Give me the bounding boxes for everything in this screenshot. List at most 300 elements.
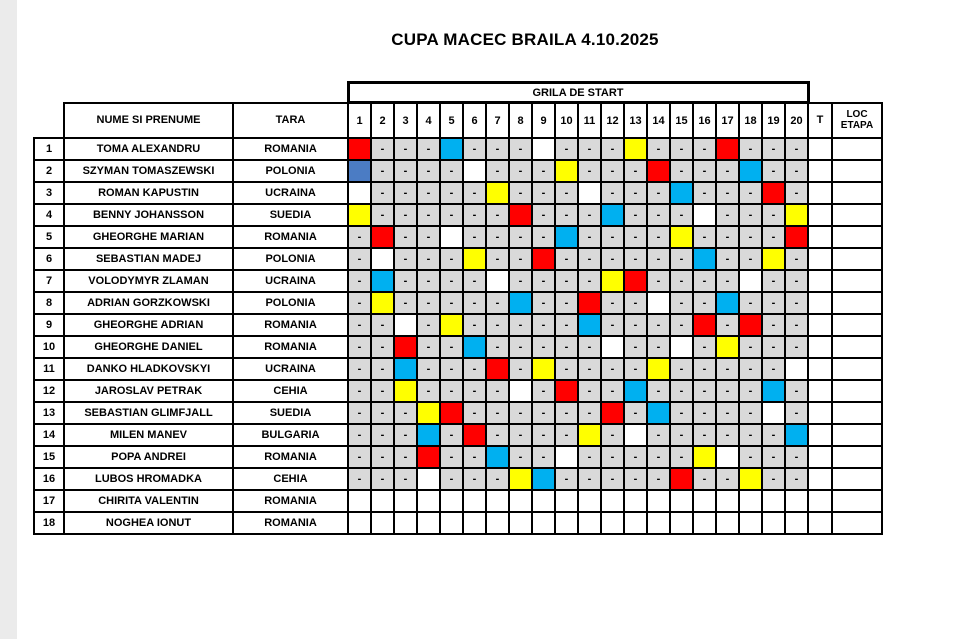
heat-cell-5 bbox=[440, 512, 463, 534]
total-cell bbox=[808, 468, 832, 490]
heat-cell-2: - bbox=[371, 160, 394, 182]
heat-cell-20 bbox=[785, 204, 808, 226]
heat-cell-13: - bbox=[624, 402, 647, 424]
heat-cell-5 bbox=[440, 402, 463, 424]
heat-cell-12: - bbox=[601, 138, 624, 160]
heat-cell-19: - bbox=[762, 226, 785, 248]
heat-cell-8: - bbox=[509, 160, 532, 182]
heat-cell-3: - bbox=[394, 182, 417, 204]
heat-cell-5: - bbox=[440, 468, 463, 490]
heat-cell-18: - bbox=[739, 248, 762, 270]
heat-cell-16: - bbox=[693, 160, 716, 182]
heat-cell-16: - bbox=[693, 468, 716, 490]
heat-cell-14: - bbox=[647, 248, 670, 270]
heat-cell-12: - bbox=[601, 248, 624, 270]
heat-cell-2: - bbox=[371, 446, 394, 468]
rider-row-3 bbox=[34, 182, 882, 204]
total-cell bbox=[808, 270, 832, 292]
heat-cell-1: - bbox=[348, 402, 371, 424]
heat-cell-5: - bbox=[440, 204, 463, 226]
heat-cell-20 bbox=[785, 226, 808, 248]
heat-cell-19: - bbox=[762, 204, 785, 226]
heat-cell-4: - bbox=[417, 204, 440, 226]
heat-cell-1 bbox=[348, 182, 371, 204]
col-header-heat-5: 5 bbox=[440, 103, 463, 139]
loc-etapa-cell bbox=[832, 314, 882, 336]
heat-cell-12: - bbox=[601, 314, 624, 336]
heat-cell-18: - bbox=[739, 358, 762, 380]
heat-cell-14: - bbox=[647, 336, 670, 358]
heat-cell-6: - bbox=[463, 314, 486, 336]
col-header-heat-1: 1 bbox=[348, 103, 371, 139]
rider-country: BULGARIA bbox=[233, 424, 348, 446]
total-cell bbox=[808, 336, 832, 358]
heat-cell-18: - bbox=[739, 424, 762, 446]
heat-cell-2 bbox=[371, 248, 394, 270]
heat-cell-12 bbox=[601, 204, 624, 226]
heat-cell-18 bbox=[739, 270, 762, 292]
heat-cell-4: - bbox=[417, 380, 440, 402]
heat-cell-16: - bbox=[693, 226, 716, 248]
heat-cell-10 bbox=[555, 160, 578, 182]
heat-cell-14: - bbox=[647, 424, 670, 446]
heat-cell-3 bbox=[394, 358, 417, 380]
loc-etapa-cell bbox=[832, 270, 882, 292]
heat-cell-3: - bbox=[394, 468, 417, 490]
heat-cell-1: - bbox=[348, 380, 371, 402]
heat-cell-20: - bbox=[785, 314, 808, 336]
heat-cell-20: - bbox=[785, 248, 808, 270]
heat-cell-9: - bbox=[532, 424, 555, 446]
rider-name: NOGHEA IONUT bbox=[64, 512, 233, 534]
heat-cell-13 bbox=[624, 424, 647, 446]
heat-cell-14 bbox=[647, 512, 670, 534]
heat-cell-10: - bbox=[555, 314, 578, 336]
heat-cell-6 bbox=[463, 512, 486, 534]
heat-cell-18 bbox=[739, 490, 762, 512]
heat-cell-7 bbox=[486, 270, 509, 292]
heat-cell-14: - bbox=[647, 270, 670, 292]
heat-cell-17 bbox=[716, 490, 739, 512]
col-header-heat-12: 12 bbox=[601, 103, 624, 139]
heat-cell-10: - bbox=[555, 270, 578, 292]
heat-cell-13 bbox=[624, 512, 647, 534]
heat-cell-5 bbox=[440, 138, 463, 160]
heat-cell-18: - bbox=[739, 402, 762, 424]
heat-cell-2 bbox=[371, 270, 394, 292]
rider-name: GHEORGHE ADRIAN bbox=[64, 314, 233, 336]
total-cell bbox=[808, 204, 832, 226]
heat-cell-13: - bbox=[624, 160, 647, 182]
heat-cell-3: - bbox=[394, 204, 417, 226]
heat-cell-2: - bbox=[371, 402, 394, 424]
rider-row-18 bbox=[34, 512, 882, 534]
heat-cell-1 bbox=[348, 490, 371, 512]
heat-cell-8: - bbox=[509, 314, 532, 336]
heat-cell-2: - bbox=[371, 424, 394, 446]
heat-cell-3 bbox=[394, 380, 417, 402]
heat-cell-13: - bbox=[624, 182, 647, 204]
heat-cell-14 bbox=[647, 490, 670, 512]
heat-cell-7: - bbox=[486, 314, 509, 336]
heat-cell-1: - bbox=[348, 270, 371, 292]
row-number: 2 bbox=[34, 160, 64, 182]
heat-cell-10: - bbox=[555, 292, 578, 314]
col-header-heat-7: 7 bbox=[486, 103, 509, 139]
loc-etapa-cell bbox=[832, 402, 882, 424]
heat-cell-13 bbox=[624, 138, 647, 160]
heat-cell-6 bbox=[463, 160, 486, 182]
heat-cell-19 bbox=[762, 182, 785, 204]
heat-cell-5 bbox=[440, 490, 463, 512]
heat-cell-8: - bbox=[509, 248, 532, 270]
heat-cell-15 bbox=[670, 468, 693, 490]
heat-cell-6: - bbox=[463, 270, 486, 292]
loc-etapa-cell bbox=[832, 358, 882, 380]
heat-cell-15: - bbox=[670, 204, 693, 226]
heat-cell-5: - bbox=[440, 424, 463, 446]
rider-name: BENNY JOHANSSON bbox=[64, 204, 233, 226]
rider-name: SZYMAN TOMASZEWSKI bbox=[64, 160, 233, 182]
heat-cell-9: - bbox=[532, 380, 555, 402]
heat-cell-14 bbox=[647, 402, 670, 424]
rider-row-17 bbox=[34, 490, 882, 512]
heat-cell-5: - bbox=[440, 292, 463, 314]
heat-cell-14: - bbox=[647, 226, 670, 248]
heat-cell-3: - bbox=[394, 226, 417, 248]
heat-cell-5 bbox=[440, 314, 463, 336]
rider-country: ROMANIA bbox=[233, 512, 348, 534]
heat-cell-11 bbox=[578, 512, 601, 534]
heat-cell-14: - bbox=[647, 468, 670, 490]
heat-cell-6 bbox=[463, 336, 486, 358]
heat-cell-7: - bbox=[486, 138, 509, 160]
heat-cell-1: - bbox=[348, 226, 371, 248]
heat-cell-17: - bbox=[716, 182, 739, 204]
rider-row-10 bbox=[34, 336, 882, 358]
col-header-heat-11: 11 bbox=[578, 103, 601, 139]
col-header-heat-20: 20 bbox=[785, 103, 808, 139]
heat-cell-13 bbox=[624, 490, 647, 512]
heat-cell-3: - bbox=[394, 446, 417, 468]
heat-cell-16: - bbox=[693, 270, 716, 292]
heat-cell-16 bbox=[693, 314, 716, 336]
heat-cell-7 bbox=[486, 182, 509, 204]
heat-cell-7: - bbox=[486, 468, 509, 490]
heat-cell-1 bbox=[348, 204, 371, 226]
col-header-heat-17: 17 bbox=[716, 103, 739, 139]
heat-cell-6 bbox=[463, 248, 486, 270]
heat-cell-10 bbox=[555, 380, 578, 402]
heat-cell-17 bbox=[716, 138, 739, 160]
rider-row-15 bbox=[34, 446, 882, 468]
heat-cell-9 bbox=[532, 138, 555, 160]
heat-cell-15: - bbox=[670, 248, 693, 270]
heat-cell-18: - bbox=[739, 380, 762, 402]
heat-cell-11 bbox=[578, 490, 601, 512]
row-number: 14 bbox=[34, 424, 64, 446]
heat-cell-14 bbox=[647, 358, 670, 380]
col-header-country: TARA bbox=[233, 103, 348, 139]
heat-cell-2 bbox=[371, 512, 394, 534]
loc-etapa-cell bbox=[832, 468, 882, 490]
loc-etapa-cell bbox=[832, 424, 882, 446]
rider-country: ROMANIA bbox=[233, 446, 348, 468]
heat-cell-20: - bbox=[785, 292, 808, 314]
heat-cell-19: - bbox=[762, 138, 785, 160]
heat-cell-16 bbox=[693, 490, 716, 512]
heat-cell-18: - bbox=[739, 446, 762, 468]
etapa-label: ETAPA bbox=[840, 120, 874, 132]
heat-cell-4: - bbox=[417, 336, 440, 358]
heat-cell-8 bbox=[509, 292, 532, 314]
heat-cell-9: - bbox=[532, 292, 555, 314]
heat-cell-6: - bbox=[463, 468, 486, 490]
heat-cell-16: - bbox=[693, 358, 716, 380]
heat-cell-10: - bbox=[555, 336, 578, 358]
heat-cell-2: - bbox=[371, 380, 394, 402]
rider-country: SUEDIA bbox=[233, 204, 348, 226]
loc-etapa-cell bbox=[832, 160, 882, 182]
heat-cell-3: - bbox=[394, 402, 417, 424]
col-header-heat-2: 2 bbox=[371, 103, 394, 139]
heat-cell-20 bbox=[785, 424, 808, 446]
heat-cell-17: - bbox=[716, 468, 739, 490]
heat-cell-15: - bbox=[670, 424, 693, 446]
rider-name: GHEORGHE DANIEL bbox=[64, 336, 233, 358]
heat-cell-9: - bbox=[532, 160, 555, 182]
heat-cell-13 bbox=[624, 380, 647, 402]
rider-country: ROMANIA bbox=[233, 138, 348, 160]
heat-cell-10: - bbox=[555, 138, 578, 160]
heat-cell-18: - bbox=[739, 138, 762, 160]
heat-cell-4: - bbox=[417, 160, 440, 182]
loc-etapa-cell bbox=[832, 138, 882, 160]
heat-cell-9 bbox=[532, 248, 555, 270]
total-cell bbox=[808, 314, 832, 336]
rider-country: UCRAINA bbox=[233, 182, 348, 204]
heat-cell-2: - bbox=[371, 204, 394, 226]
heat-cell-10: - bbox=[555, 402, 578, 424]
heat-cell-15: - bbox=[670, 314, 693, 336]
heat-cell-8: - bbox=[509, 270, 532, 292]
rider-country: POLONIA bbox=[233, 292, 348, 314]
heat-cell-1 bbox=[348, 138, 371, 160]
heat-cell-19: - bbox=[762, 336, 785, 358]
heat-cell-16: - bbox=[693, 424, 716, 446]
heat-cell-15: - bbox=[670, 160, 693, 182]
heat-cell-20: - bbox=[785, 336, 808, 358]
heat-cell-7 bbox=[486, 358, 509, 380]
heat-cell-20: - bbox=[785, 468, 808, 490]
heat-cell-8 bbox=[509, 204, 532, 226]
heat-cell-17: - bbox=[716, 402, 739, 424]
heat-cell-11: - bbox=[578, 380, 601, 402]
heat-cell-9: - bbox=[532, 446, 555, 468]
heat-cell-8 bbox=[509, 490, 532, 512]
heat-cell-11 bbox=[578, 182, 601, 204]
heat-cell-15 bbox=[670, 490, 693, 512]
heat-cell-7: - bbox=[486, 292, 509, 314]
heat-cell-8: - bbox=[509, 182, 532, 204]
heat-cell-8: - bbox=[509, 138, 532, 160]
row-number: 15 bbox=[34, 446, 64, 468]
heat-cell-6: - bbox=[463, 292, 486, 314]
heat-cell-9: - bbox=[532, 204, 555, 226]
row-number: 4 bbox=[34, 204, 64, 226]
heat-cell-6 bbox=[463, 424, 486, 446]
heat-cell-4 bbox=[417, 446, 440, 468]
heat-cell-1 bbox=[348, 512, 371, 534]
start-grid-table bbox=[33, 81, 883, 535]
heat-cell-9: - bbox=[532, 402, 555, 424]
heat-cell-17: - bbox=[716, 424, 739, 446]
heat-cell-1: - bbox=[348, 336, 371, 358]
col-header-heat-6: 6 bbox=[463, 103, 486, 139]
grila-band-row bbox=[34, 83, 882, 103]
total-cell bbox=[808, 160, 832, 182]
col-header-heat-9: 9 bbox=[532, 103, 555, 139]
heat-cell-13: - bbox=[624, 314, 647, 336]
col-header-heat-18: 18 bbox=[739, 103, 762, 139]
heat-cell-9: - bbox=[532, 336, 555, 358]
heat-cell-3: - bbox=[394, 248, 417, 270]
row-number: 11 bbox=[34, 358, 64, 380]
heat-cell-11 bbox=[578, 292, 601, 314]
row-number: 8 bbox=[34, 292, 64, 314]
heat-cell-16: - bbox=[693, 336, 716, 358]
heat-cell-10 bbox=[555, 226, 578, 248]
total-cell bbox=[808, 512, 832, 534]
heat-cell-5: - bbox=[440, 446, 463, 468]
rider-name: CHIRITA VALENTIN bbox=[64, 490, 233, 512]
heat-cell-18 bbox=[739, 160, 762, 182]
heat-cell-18 bbox=[739, 468, 762, 490]
heat-cell-5: - bbox=[440, 336, 463, 358]
row-number: 6 bbox=[34, 248, 64, 270]
rider-name: VOLODYMYR ZLAMAN bbox=[64, 270, 233, 292]
heat-cell-15: - bbox=[670, 380, 693, 402]
heat-cell-20: - bbox=[785, 380, 808, 402]
col-header-heat-4: 4 bbox=[417, 103, 440, 139]
heat-cell-9 bbox=[532, 358, 555, 380]
heat-cell-13: - bbox=[624, 358, 647, 380]
rider-country: ROMANIA bbox=[233, 226, 348, 248]
heat-cell-6: - bbox=[463, 138, 486, 160]
rider-row-13 bbox=[34, 402, 882, 424]
heat-cell-6: - bbox=[463, 402, 486, 424]
heat-cell-18: - bbox=[739, 182, 762, 204]
heat-cell-6 bbox=[463, 490, 486, 512]
col-header-heat-3: 3 bbox=[394, 103, 417, 139]
heat-cell-3: - bbox=[394, 160, 417, 182]
heat-cell-9: - bbox=[532, 270, 555, 292]
heat-cell-15 bbox=[670, 336, 693, 358]
heat-cell-3: - bbox=[394, 292, 417, 314]
heat-cell-16 bbox=[693, 446, 716, 468]
rider-name: GHEORGHE MARIAN bbox=[64, 226, 233, 248]
heat-cell-19 bbox=[762, 248, 785, 270]
heat-cell-15: - bbox=[670, 402, 693, 424]
heat-cell-12: - bbox=[601, 160, 624, 182]
heat-cell-12: - bbox=[601, 468, 624, 490]
rider-name: DANKO HLADKOVSKYI bbox=[64, 358, 233, 380]
heat-cell-16 bbox=[693, 248, 716, 270]
row-number: 1 bbox=[34, 138, 64, 160]
heat-cell-13: - bbox=[624, 204, 647, 226]
heat-cell-13: - bbox=[624, 248, 647, 270]
heat-cell-17: - bbox=[716, 270, 739, 292]
heat-cell-4: - bbox=[417, 248, 440, 270]
heat-cell-19 bbox=[762, 512, 785, 534]
heat-cell-18: - bbox=[739, 336, 762, 358]
heat-cell-5: - bbox=[440, 182, 463, 204]
heat-cell-15 bbox=[670, 182, 693, 204]
heat-cell-5: - bbox=[440, 270, 463, 292]
heat-cell-9: - bbox=[532, 314, 555, 336]
loc-etapa-cell bbox=[832, 182, 882, 204]
heat-cell-12: - bbox=[601, 292, 624, 314]
heat-cell-18 bbox=[739, 512, 762, 534]
band-spacer-left bbox=[34, 83, 348, 103]
heat-cell-10: - bbox=[555, 248, 578, 270]
heat-cell-15 bbox=[670, 226, 693, 248]
heat-cell-13 bbox=[624, 270, 647, 292]
total-cell bbox=[808, 424, 832, 446]
heat-cell-6: - bbox=[463, 182, 486, 204]
col-header-heat-14: 14 bbox=[647, 103, 670, 139]
heat-cell-17: - bbox=[716, 160, 739, 182]
heat-cell-12 bbox=[601, 512, 624, 534]
rider-row-4 bbox=[34, 204, 882, 226]
heat-cell-4 bbox=[417, 468, 440, 490]
heat-cell-7: - bbox=[486, 226, 509, 248]
heat-cell-5: - bbox=[440, 160, 463, 182]
total-cell bbox=[808, 446, 832, 468]
heat-cell-19 bbox=[762, 380, 785, 402]
rider-country: ROMANIA bbox=[233, 490, 348, 512]
grila-de-start-header: GRILA DE START bbox=[348, 83, 808, 103]
loc-etapa-cell bbox=[832, 292, 882, 314]
heat-cell-7: - bbox=[486, 204, 509, 226]
heat-cell-17 bbox=[716, 292, 739, 314]
heat-cell-20 bbox=[785, 358, 808, 380]
heat-cell-4 bbox=[417, 402, 440, 424]
row-number: 7 bbox=[34, 270, 64, 292]
heat-cell-10 bbox=[555, 512, 578, 534]
loc-etapa-cell bbox=[832, 446, 882, 468]
heat-cell-16: - bbox=[693, 292, 716, 314]
heat-cell-11: - bbox=[578, 468, 601, 490]
row-number: 18 bbox=[34, 512, 64, 534]
heat-cell-10: - bbox=[555, 182, 578, 204]
heat-cell-2: - bbox=[371, 358, 394, 380]
heat-cell-3 bbox=[394, 314, 417, 336]
heat-cell-2 bbox=[371, 490, 394, 512]
heat-cell-10 bbox=[555, 446, 578, 468]
rider-country: ROMANIA bbox=[233, 314, 348, 336]
heat-cell-8: - bbox=[509, 446, 532, 468]
heat-cell-20: - bbox=[785, 160, 808, 182]
loc-etapa-cell bbox=[832, 512, 882, 534]
loc-etapa-cell bbox=[832, 226, 882, 248]
loc-etapa-cell bbox=[832, 248, 882, 270]
rider-row-7 bbox=[34, 270, 882, 292]
heat-cell-7: - bbox=[486, 160, 509, 182]
heat-cell-14: - bbox=[647, 204, 670, 226]
heat-cell-9: - bbox=[532, 226, 555, 248]
heat-cell-17: - bbox=[716, 314, 739, 336]
